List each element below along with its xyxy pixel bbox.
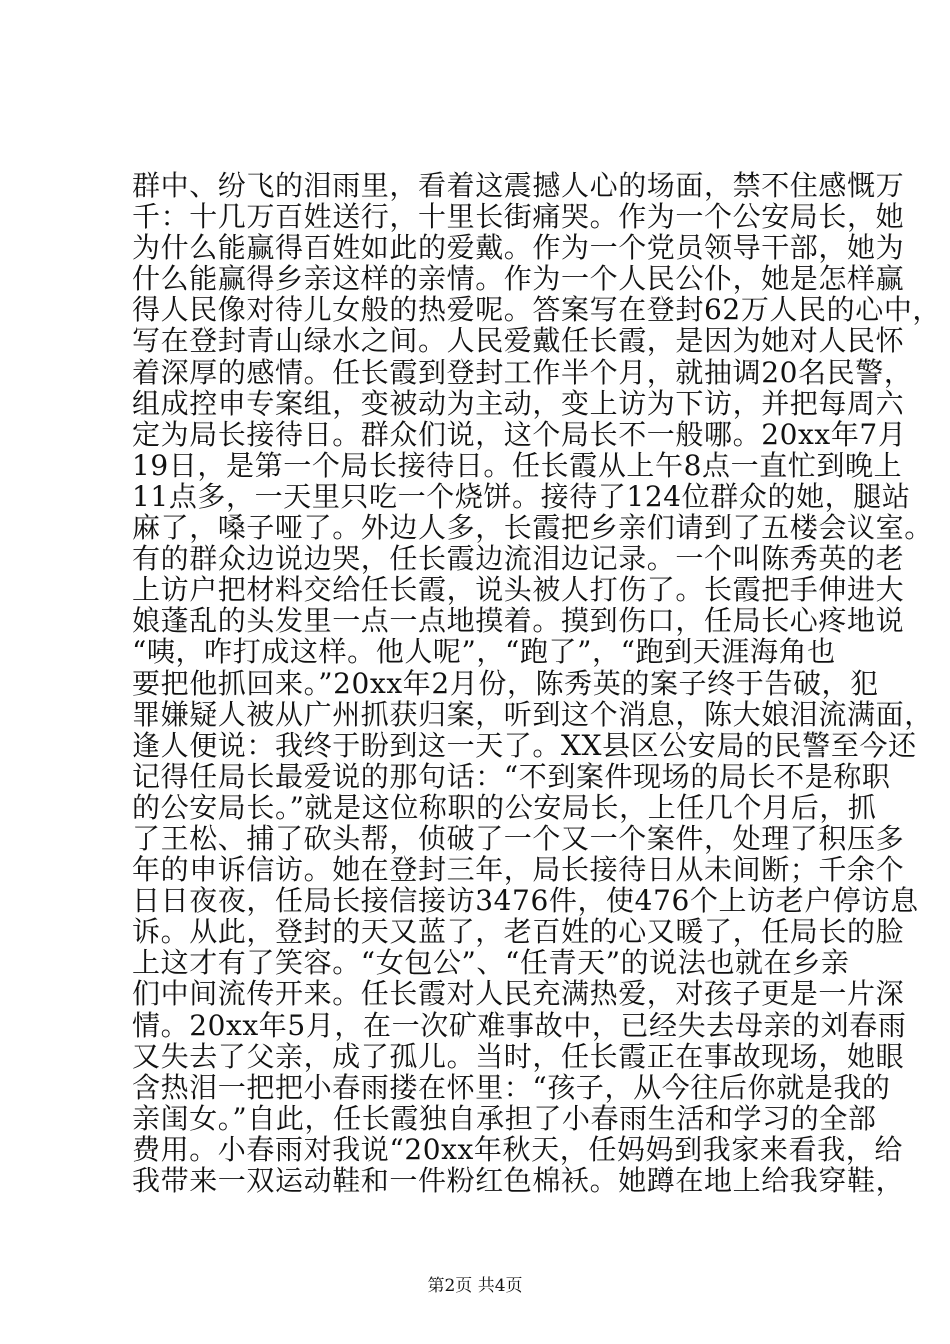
- page-footer: [0, 1275, 950, 1297]
- text-line: 组成控申专案组，变被动为主动，变上访为下访，并把每周六: [132, 386, 905, 420]
- text-line: 年的申诉信访。她在登封三年，局长接待日从未间断；千余个: [132, 853, 905, 887]
- text-line: 有的群众边说边哭，任长霞边流泪边记录。一个叫陈秀英的老: [132, 542, 905, 576]
- text-line: 亲闺女。”自此，任长霞独自承担了小春雨生活和学习的全部: [132, 1101, 877, 1135]
- text-line: 的公安局长。”就是这位称职的公安局长，上任几个月后，抓: [132, 790, 877, 824]
- text-line: 着深厚的感情。任长霞到登封工作半个月，就抽调20名民警，: [132, 355, 913, 389]
- text-line: 千：十几万百姓送行，十里长街痛哭。作为一个公安局长，她: [132, 200, 905, 234]
- text-line: 得人民像对待儿女般的热爱呢。答案写在登封62万人民的心中，: [132, 293, 942, 327]
- text-line: 逢人便说：我终于盼到这一天了。XX县区公安局的民警至今还: [132, 728, 917, 762]
- text-line: 诉。从此，登封的天又蓝了，老百姓的心又暖了，任局长的脸: [132, 915, 905, 949]
- text-line: 要把他抓回来。”20xx年2月份，陈秀英的案子终于告破，犯: [132, 666, 879, 700]
- text-line: 为什么能赢得百姓如此的爱戴。作为一个党员领导干部，她为: [132, 231, 905, 265]
- text-line: 含热泪一把把小春雨搂在怀里：“孩子，从今往后你就是我的: [132, 1070, 891, 1104]
- text-line: 费用。小春雨对我说“20xx年秋天，任妈妈到我家来看我，给: [132, 1132, 903, 1166]
- text-line: 什么能赢得乡亲这样的亲情。作为一个人民公仆，她是怎样赢: [132, 262, 905, 296]
- text-line: 了王松、捕了砍头帮，侦破了一个又一个案件，处理了积压多: [132, 821, 905, 855]
- text-line: 上这才有了笑容。“女包公”、“任青天”的说法也就在乡亲: [132, 946, 850, 980]
- text-line: 11点多，一天里只吃一个烧饼。接待了124位群众的她，腿站: [132, 479, 911, 513]
- text-line: 记得任局长最爱说的那句话：“不到案件现场的局长不是称职: [132, 759, 891, 793]
- text-line: 写在登封青山绿水之间。人民爱戴任长霞，是因为她对人民怀: [132, 324, 905, 358]
- text-line: 情。20xx年5月，在一次矿难事故中，已经失去母亲的刘春雨: [132, 1008, 907, 1042]
- text-line: 们中间流传开来。任长霞对人民充满热爱，对孩子更是一片深: [132, 977, 905, 1011]
- body-text: [132, 169, 942, 1197]
- text-line: 日日夜夜，任局长接信接访3476件，使476个上访老户停访息: [132, 884, 919, 918]
- text-line: 上访户把材料交给任长霞，说头被人打伤了。长霞把手伸进大: [132, 573, 905, 607]
- text-line: 群中、纷飞的泪雨里，看着这震撼人心的场面，禁不住感慨万: [132, 169, 905, 202]
- text-line: 娘蓬乱的头发里一点一点地摸着。摸到伤口，任局长心疼地说: [132, 604, 905, 638]
- page-number-label: 第2页 共4页: [427, 1276, 523, 1296]
- text-line: 19日，是第一个局长接待日。任长霞从上午8点一直忙到晚上: [132, 448, 903, 482]
- text-line: 定为局长接待日。群众们说，这个局长不一般哪。20xx年7月: [132, 417, 907, 451]
- text-line: “咦，咋打成这样。他人呢”，“跑了”，“跑到天涯海角也: [132, 635, 836, 669]
- text-line: 麻了，嗓子哑了。外边人多，长霞把乡亲们请到了五楼会议室。: [132, 511, 933, 545]
- text-line: 又失去了父亲，成了孤儿。当时，任长霞正在事故现场，她眼: [132, 1039, 905, 1073]
- text-line: 我带来一双运动鞋和一件粉红色棉袄。她蹲在地上给我穿鞋，: [132, 1164, 905, 1197]
- text-line: 罪嫌疑人被从广州抓获归案，听到这个消息，陈大娘泪流满面，: [132, 697, 933, 731]
